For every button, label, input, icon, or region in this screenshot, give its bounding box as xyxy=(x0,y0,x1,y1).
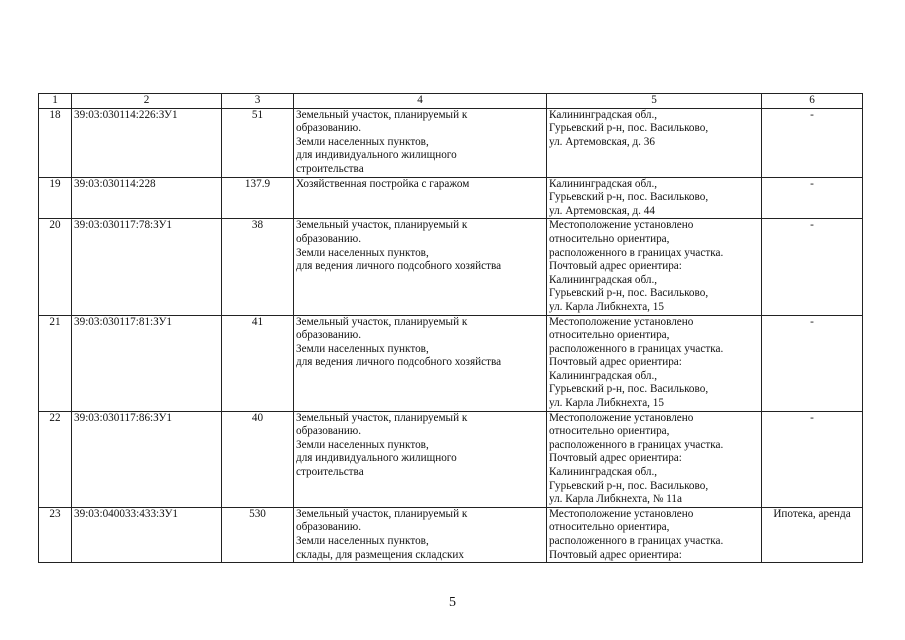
address-line: относительно ориентира, xyxy=(549,329,670,342)
column-header-5: 5 xyxy=(547,94,762,109)
description-line: образованию. xyxy=(296,232,362,245)
address-line: Гурьевский р-н, пос. Васильково, xyxy=(549,287,709,300)
address-line: расположенного в границах участка. xyxy=(549,342,724,355)
description-line: Земли населенных пунктов, xyxy=(296,438,429,451)
description-line: Земли населенных пунктов, xyxy=(296,535,429,547)
area-value: 40 xyxy=(222,411,294,507)
address-line: Почтовый адрес ориентира: xyxy=(549,260,682,273)
description-line: склады, для размещения складских xyxy=(296,548,464,561)
area-value: 137.9 xyxy=(222,177,294,219)
description-line: для ведения личного подсобного хозяйства xyxy=(296,356,502,369)
address-line: Калининградская обл., xyxy=(549,466,658,479)
description-line: Земельный участок, планируемый к xyxy=(296,219,468,232)
address-line: Местоположение установлено xyxy=(549,219,694,232)
address-line: Местоположение установлено xyxy=(549,411,694,424)
column-number-row xyxy=(39,94,863,109)
object-description xyxy=(294,411,547,507)
address-line: ул. Артемовская, д. 36 xyxy=(549,135,655,148)
address-line: Калининградская обл., xyxy=(549,369,658,382)
table-row xyxy=(39,507,863,562)
object-description xyxy=(294,177,547,219)
object-address xyxy=(547,315,762,411)
description-line: Земли населенных пунктов, xyxy=(296,342,429,355)
encumbrance: Ипотека, аренда xyxy=(762,507,863,562)
description-line: образованию. xyxy=(296,521,362,534)
address-line: Почтовый адрес ориентира: xyxy=(549,452,682,465)
table-row xyxy=(39,177,863,219)
address-line: Калининградская обл., xyxy=(549,273,658,286)
description-line: образованию. xyxy=(296,122,362,135)
column-header-3: 3 xyxy=(222,94,294,109)
object-address xyxy=(547,108,762,177)
description-line: Земельный участок, планируемый к xyxy=(296,108,468,121)
row-number: 22 xyxy=(39,411,72,507)
row-number: 21 xyxy=(39,315,72,411)
cadastral-number: 39:03:030117:86:ЗУ1 xyxy=(72,411,222,507)
table-row xyxy=(39,315,863,411)
table-row xyxy=(39,108,863,177)
address-line: расположенного в границах участка. xyxy=(549,535,724,547)
description-line: строительства xyxy=(296,162,364,175)
address-line: расположенного в границах участка. xyxy=(549,246,724,259)
cadastral-number: 39:03:040033:433:ЗУ1 xyxy=(72,507,222,562)
object-description xyxy=(294,507,547,562)
address-line: ул. Артемовская, д. 44 xyxy=(549,204,655,217)
object-address xyxy=(547,219,762,315)
description-line: Земельный участок, планируемый к xyxy=(296,507,468,520)
row-number: 23 xyxy=(39,507,72,562)
object-description xyxy=(294,219,547,315)
address-line: Гурьевский р-н, пос. Васильково, xyxy=(549,191,709,204)
description-line: Земельный участок, планируемый к xyxy=(296,411,468,424)
table-row xyxy=(39,219,863,315)
address-line: Почтовый адрес ориентира: xyxy=(549,356,682,369)
encumbrance: - xyxy=(762,411,863,507)
cadastral-number: 39:03:030117:78:ЗУ1 xyxy=(72,219,222,315)
description-line: для индивидуального жилищного xyxy=(296,149,457,162)
cadastral-number: 39:03:030114:228 xyxy=(72,177,222,219)
column-header-1: 1 xyxy=(39,94,72,109)
encumbrance: - xyxy=(762,108,863,177)
address-line: Калининградская обл., xyxy=(549,108,658,121)
row-number: 18 xyxy=(39,108,72,177)
address-line: Гурьевский р-н, пос. Васильково, xyxy=(549,479,709,492)
description-line: для ведения личного подсобного хозяйства xyxy=(296,260,502,273)
area-value: 51 xyxy=(222,108,294,177)
area-value: 41 xyxy=(222,315,294,411)
encumbrance: - xyxy=(762,177,863,219)
land-register-table xyxy=(38,93,863,563)
address-line: расположенного в границах участка. xyxy=(549,438,724,451)
object-description xyxy=(294,108,547,177)
object-address xyxy=(547,411,762,507)
row-number: 19 xyxy=(39,177,72,219)
cadastral-number: 39:03:030114:226:ЗУ1 xyxy=(72,108,222,177)
address-line: ул. Карла Либкнехта, 15 xyxy=(549,300,664,313)
address-line: Местоположение установлено xyxy=(549,315,694,328)
column-header-4: 4 xyxy=(294,94,547,109)
cadastral-number: 39:03:030117:81:ЗУ1 xyxy=(72,315,222,411)
column-header-2: 2 xyxy=(72,94,222,109)
description-line: Земли населенных пунктов, xyxy=(296,135,429,148)
address-line: Гурьевский р-н, пос. Васильково, xyxy=(549,122,709,135)
description-line: для индивидуального жилищного xyxy=(296,452,457,465)
object-address xyxy=(547,177,762,219)
description-line: Земли населенных пунктов, xyxy=(296,246,429,259)
area-value: 530 xyxy=(222,507,294,562)
table-row xyxy=(39,411,863,507)
description-line: образованию. xyxy=(296,425,362,438)
object-description xyxy=(294,315,547,411)
area-value: 38 xyxy=(222,219,294,315)
object-address xyxy=(547,507,762,562)
address-line: относительно ориентира, xyxy=(549,232,670,245)
address-line: ул. Карла Либкнехта, № 11а xyxy=(549,493,682,506)
column-header-6: 6 xyxy=(762,94,863,109)
encumbrance: - xyxy=(762,219,863,315)
description-line: строительства xyxy=(296,466,364,479)
address-line: Местоположение установлено xyxy=(549,507,694,520)
address-line: Калининградская обл., xyxy=(549,177,658,190)
description-line: Земельный участок, планируемый к xyxy=(296,315,468,328)
address-line: относительно ориентира, xyxy=(549,425,670,438)
description-line: Хозяйственная постройка с гаражом xyxy=(296,177,470,190)
address-line: относительно ориентира, xyxy=(549,521,670,534)
address-line: Почтовый адрес ориентира: xyxy=(549,548,682,561)
row-number: 20 xyxy=(39,219,72,315)
description-line: образованию. xyxy=(296,329,362,342)
address-line: Гурьевский р-н, пос. Васильково, xyxy=(549,383,709,396)
address-line: ул. Карла Либкнехта, 15 xyxy=(549,397,664,410)
encumbrance: - xyxy=(762,315,863,411)
page-number: 5 xyxy=(449,595,456,610)
